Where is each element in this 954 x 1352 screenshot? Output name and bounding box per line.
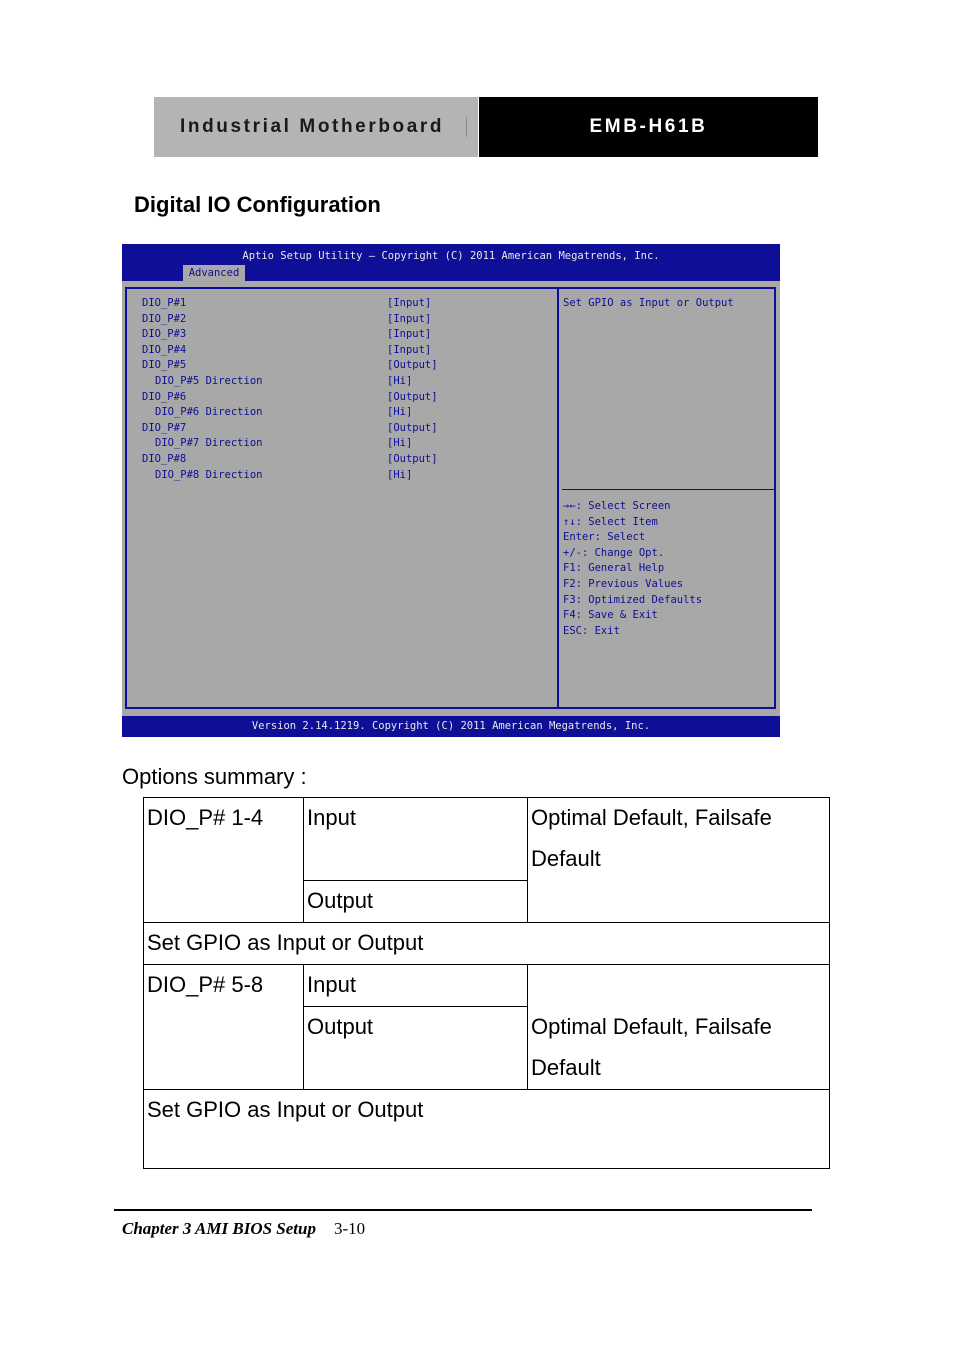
- bios-footer-bar: [122, 716, 780, 737]
- header-model-name: EMB-H61B: [589, 116, 708, 137]
- bios-key-hint: Enter: Select: [563, 531, 646, 544]
- group1-default-line2: Default: [531, 846, 601, 871]
- bios-item-value[interactable]: [Input]: [387, 312, 432, 325]
- bios-subitem-label[interactable]: DIO_P#7 Direction: [155, 437, 263, 450]
- table-border: [143, 1168, 830, 1169]
- bios-key-hint: ESC: Exit: [563, 624, 620, 637]
- bios-item-label[interactable]: DIO_P#4: [142, 343, 187, 356]
- bios-item-label[interactable]: DIO_P#1: [142, 297, 187, 309]
- bios-item-value[interactable]: [Output]: [387, 390, 438, 403]
- header-right-banner: [479, 97, 818, 157]
- group2-default-line1: Optimal Default, Failsafe: [531, 1014, 772, 1039]
- bios-item-value[interactable]: [Input]: [387, 343, 432, 356]
- bios-item-label[interactable]: DIO_P#5: [142, 359, 187, 372]
- bios-item-value[interactable]: [Output]: [387, 359, 438, 372]
- group1-option-output: Output: [307, 888, 374, 913]
- table-border: [143, 797, 830, 798]
- footer-chapter: Chapter 3 AMI BIOS Setup: [122, 1219, 316, 1238]
- group1-description: Set GPIO as Input or Output: [147, 930, 424, 955]
- group2-name: DIO_P# 5-8: [147, 972, 264, 997]
- bios-item-label[interactable]: DIO_P#8: [142, 453, 187, 465]
- table-divider: [143, 922, 830, 923]
- table-border: [143, 797, 144, 1169]
- bios-vertical-divider: [557, 287, 559, 709]
- options-summary-title: Options summary :: [122, 764, 307, 789]
- table-divider: [143, 1089, 830, 1090]
- bios-item-value[interactable]: [Hi]: [387, 375, 413, 387]
- bios-key-hint: F1: General Help: [563, 562, 665, 575]
- bios-key-hint: ↑↓: Select Item: [563, 515, 658, 528]
- bios-screenshot: [122, 244, 780, 737]
- table-border: [829, 797, 830, 1169]
- table-divider: [303, 880, 528, 881]
- table-divider: [303, 964, 304, 1089]
- bios-key-hint: F2: Previous Values: [563, 578, 684, 590]
- group1-option-input: Input: [307, 805, 356, 830]
- page-footer: [122, 1219, 365, 1239]
- group1-name: DIO_P# 1-4: [147, 805, 264, 830]
- bios-title-bar: [122, 244, 780, 281]
- bios-item-value[interactable]: [Hi]: [387, 406, 413, 419]
- bios-help-text: Set GPIO as Input or Output: [563, 297, 734, 309]
- bios-tab-advanced[interactable]: Advanced: [183, 265, 245, 281]
- bios-item-value[interactable]: [Input]: [387, 328, 432, 341]
- table-divider: [527, 964, 528, 1089]
- header-product-category: Industrial Motherboard: [180, 116, 445, 137]
- group1-default-line1: Optimal Default, Failsafe: [531, 805, 772, 830]
- bios-help-divider: [562, 489, 774, 490]
- bios-main-frame: [125, 287, 776, 709]
- header-left-banner: [154, 97, 478, 157]
- section-title: Digital IO Configuration: [134, 192, 381, 217]
- bios-key-hint: +/-: Change Opt.: [563, 546, 665, 559]
- table-divider: [303, 797, 304, 922]
- bios-item-label[interactable]: DIO_P#3: [142, 328, 187, 341]
- bios-item-value[interactable]: [Hi]: [387, 468, 413, 481]
- bios-subitem-label[interactable]: DIO_P#6 Direction: [155, 406, 263, 419]
- bios-item-value[interactable]: [Output]: [387, 421, 438, 434]
- bios-item-value[interactable]: [Output]: [387, 453, 438, 465]
- bios-subitem-label[interactable]: DIO_P#8 Direction: [155, 468, 263, 481]
- bios-key-hint: →←: Select Screen: [563, 500, 671, 512]
- bios-key-hint: F4: Save & Exit: [563, 609, 658, 622]
- group2-option-input: Input: [307, 972, 356, 997]
- bios-version-text: Version 2.14.1219. Copyright (C) 2011 American Megatrends, Inc.: [251, 720, 651, 732]
- bios-item-label[interactable]: DIO_P#6: [142, 390, 187, 403]
- bios-item-value[interactable]: [Hi]: [387, 437, 413, 450]
- bios-title: Aptio Setup Utility – Copyright (C) 2011 American Megatrends, Inc.: [242, 250, 660, 262]
- group2-option-output: Output: [307, 1014, 374, 1039]
- group2-description: Set GPIO as Input or Output: [147, 1097, 424, 1122]
- bios-item-value[interactable]: [Input]: [387, 297, 432, 309]
- footer-rule: [114, 1209, 812, 1211]
- bios-item-label[interactable]: DIO_P#2: [142, 312, 187, 325]
- options-table: [143, 797, 830, 1169]
- bios-key-hint: F3: Optimized Defaults: [563, 593, 703, 606]
- bios-item-label[interactable]: DIO_P#7: [142, 421, 187, 434]
- table-divider: [527, 797, 528, 922]
- footer-page-number: 3-10: [333, 1219, 366, 1238]
- bios-subitem-label[interactable]: DIO_P#5 Direction: [155, 375, 263, 387]
- table-divider: [143, 964, 830, 965]
- header-separator: [466, 117, 467, 137]
- table-divider: [303, 1006, 528, 1007]
- group2-default-line2: Default: [531, 1055, 601, 1080]
